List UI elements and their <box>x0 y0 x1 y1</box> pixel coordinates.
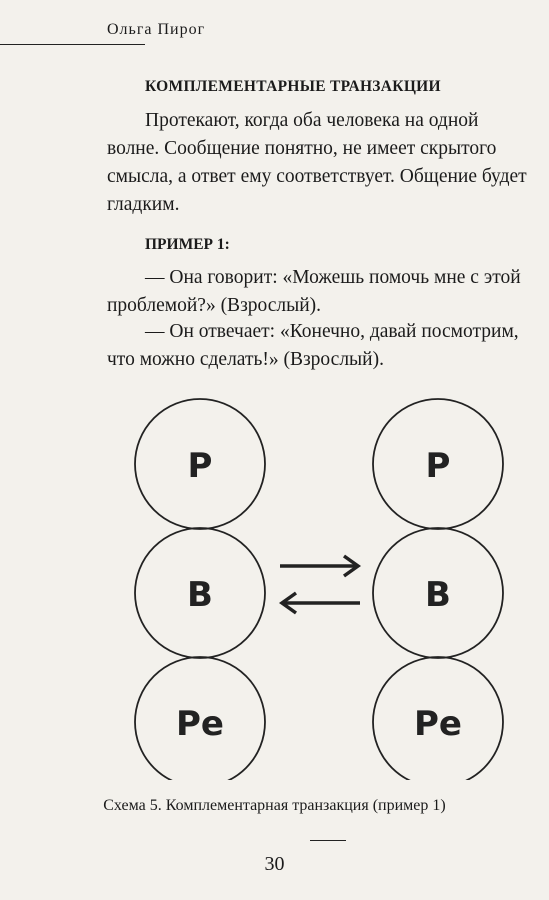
figure-caption: Схема 5. Комплементарная транзакция (пример 1) <box>103 797 446 814</box>
page-number: 30 <box>264 853 285 875</box>
stimulus-arrow <box>280 556 358 576</box>
example-line-1: — Она говорит: «Можешь помочь мне с этой проблемой?» (Взрослый). <box>107 267 521 316</box>
left-parent-label: Р <box>187 446 213 486</box>
example-label: ПРИМЕР 1: <box>145 236 230 253</box>
intro-paragraph: Протекают, когда оба человека на одной волне. Сообщение понятно, не имеет скрытого смысла, а ответ ему соответствует. Общение будет гладким. <box>107 110 527 215</box>
example-line-2: — Он отвечает: «Конечно, давай посмотрим, что можно сделать!» (Взрослый). <box>107 321 519 370</box>
response-arrow <box>282 593 360 613</box>
left-child-label: Ре <box>176 704 224 744</box>
header-rule <box>0 44 145 45</box>
running-head: Ольга Пирог <box>107 21 206 38</box>
right-child-label: Ре <box>414 704 462 744</box>
right-adult-label: В <box>425 575 451 615</box>
page-number-rule <box>310 840 346 841</box>
left-adult-label: В <box>187 575 213 615</box>
right-parent-label: Р <box>425 446 451 486</box>
transaction-diagram <box>0 380 549 780</box>
section-title: КОМПЛЕМЕНТАРНЫЕ ТРАНЗАКЦИИ <box>145 78 441 95</box>
